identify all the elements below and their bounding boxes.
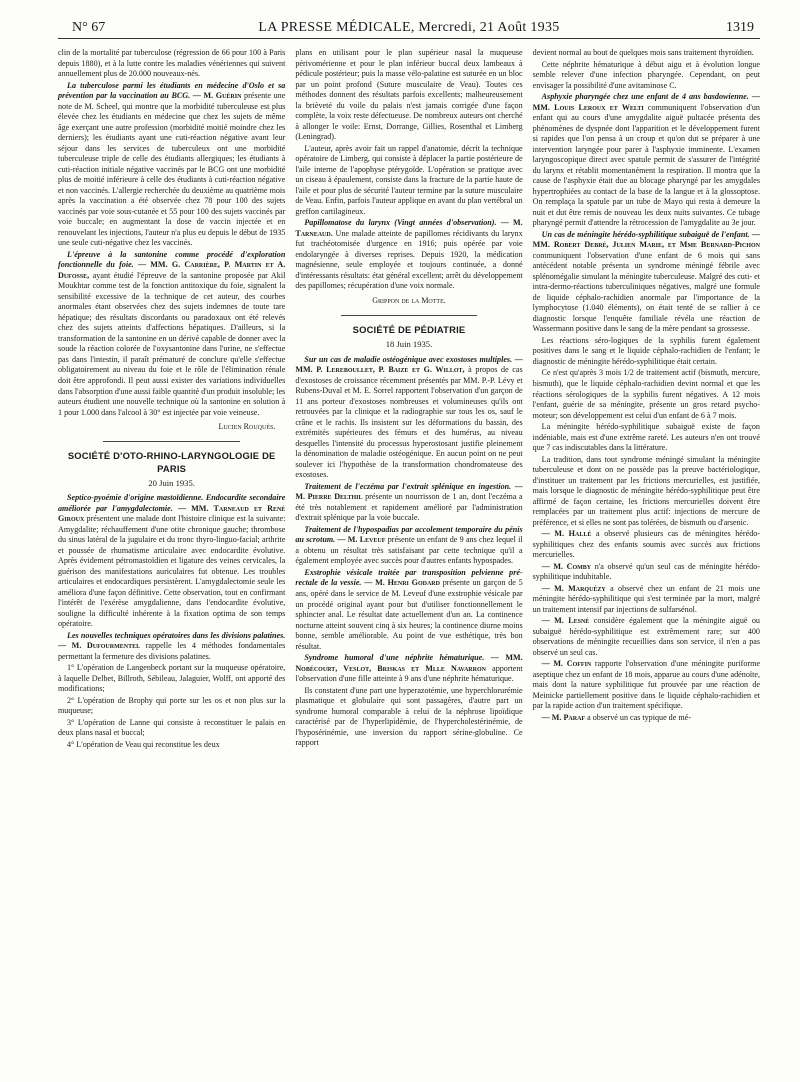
discussion bbox=[533, 616, 760, 658]
article-title: La tuberculose parmi les étudiants en médecine d'Oslo et sa prévention par la vaccination au BCG. bbox=[58, 80, 286, 101]
article-authors: — M. Guérin bbox=[192, 91, 242, 101]
paragraph: Cette néphrite hématurique à début aigu et à évolution longue semble relever d'une infection pharyngée. Cependant, on peut envisager la possibilité d'une avitaminose C. bbox=[532, 59, 760, 90]
article-title: Exstrophie vésicale traitée par transposition pelvienne pré-rectale de la vessie. bbox=[295, 567, 523, 588]
article bbox=[533, 230, 760, 335]
article-authors: — MM. Louis Leroux et Welti bbox=[532, 92, 760, 112]
article bbox=[295, 568, 522, 652]
article-authors: — M. Dufourmentel bbox=[58, 641, 141, 651]
article-authors: — M. Paraf bbox=[541, 712, 586, 722]
issue-number: N° 67 bbox=[72, 20, 106, 35]
list-item: 2° L'opération de Brophy qui porte sur les os et non plus sur la muqueuse; bbox=[58, 695, 286, 716]
discussion bbox=[533, 659, 760, 712]
column-1 bbox=[58, 48, 285, 751]
article-title: Syndrome humoral d'une néphrite hématurique. bbox=[304, 653, 485, 663]
article-text: considère également que la méningite aiguë ou subaiguë hérédo-syphilitique est extrêmement rare; sur 400 observations de méningite recueillies dans son service, il n'en a pas observé un seul cas. bbox=[532, 616, 760, 657]
article bbox=[295, 218, 522, 292]
section-date: 20 Juin 1935. bbox=[148, 477, 195, 488]
article-authors: — MM. P. Lereboullet, P. Baize et G. Willot, bbox=[295, 354, 523, 375]
divider bbox=[341, 315, 477, 316]
paragraph: Ce n'est qu'après 3 mois 1/2 de traitement actif (bismuth, mercure, bismuth), que le liquide céphalo-rachidien devint normal et que les réactions sérologiques de la syphilis furent négatives. A 12 mois l'enfant, guérie de sa méningite, présente un gros retard psycho-moteur; son développement est celui d'un enfant de 6 à 7 mois. bbox=[532, 368, 760, 420]
divider bbox=[103, 441, 239, 442]
article bbox=[58, 81, 285, 249]
paragraph: devient normal au bout de quelques mois sans traitement thyroïdien. bbox=[532, 48, 754, 57]
article bbox=[58, 493, 285, 630]
article-title: Papillomatose du larynx (Vingt années d'observation). bbox=[304, 218, 497, 228]
paragraph: La tradition, dans tout syndrome méningé simulant la méningite tuberculeuse et dont on ne possède pas la preuve bactériologique, d'instituer un traitement par les frictions mercurielles, est justifiée, mais lorsque le diagnostic de méningite hérédo-syphilitique peut être affirmé de façon certaine, les frictions mercurielles doivent être remplacées par un traitement plus actif: injections de mercure de préférence, et si elles ne sont pas tolérées, de bismuth ou d'arsenic. bbox=[532, 454, 760, 527]
article-authors: — M. Tarneaud. bbox=[295, 218, 523, 238]
article-text: a observé un cas typique de mé- bbox=[585, 712, 691, 722]
article-text: communiquent l'observation d'une enfant de 6 mois qui sans antécédent notable présenta un syndrome méningé fébrile avec splénomégalie simulant la méningite tuberculeuse. Malgré des cuti- et intra-dermo-réactions tuberculiniques négatives, malgré une formule de liquide céphalo-rachidien anormale par l'importance de la lymphocytose (1.040 éléments), on était tenté de se rallier à ce diagnostic lorsque l'enquête familiale révéla une réaction de Wassermann positive dans le sang de la mère pendant sa grossesse. bbox=[532, 250, 760, 334]
article-authors: — MM. G. Carrière, P. Martin et A. Dufosse, bbox=[58, 260, 286, 280]
signature: Grippon de la Motte. bbox=[372, 295, 446, 305]
article-text: apportent l'observation d'une fille atteinte à 9 ans d'une néphrite hématurique. bbox=[295, 663, 523, 684]
columns bbox=[58, 48, 760, 751]
article-authors: — M. Hallé bbox=[541, 529, 592, 539]
article-authors: — M. Comby bbox=[541, 561, 592, 571]
article-text: a observé chez un enfant de 21 mois une méningite hérédo-syphilitique qui s'est terminée par la mort, malgré un traitement intensif par injections de sulfarsénol. bbox=[532, 583, 760, 614]
article-title: L'épreuve à la santonine comme procédé d'exploration fonctionnelle du foie. bbox=[58, 249, 286, 270]
article-title: Asphyxie pharyngée chez une enfant de 4 ans basdowienne. bbox=[541, 92, 749, 102]
article-authors: — M. Pierre Delthil bbox=[295, 481, 523, 502]
article-text: à propos de cas d'exostoses de croissance récemment présentés par MM. P.-P. Lévy et Rubens-Duval et M. E. Sorrel rapportent l'observation d'un garçon de 11 ans porteur d'exostoses nombreuses et volumineuses qu'ils ont retrouvées par la clinique et la radiographie sur tous les os, sauf le crâne et le rachis. Ils insistent sur les déformations du bassin, des extrémités supérieures des fémurs et des humérus, au niveau desquelles l'intensité du processus hyperostosant justifie pleinement la dénomination de maladie ostéogénique. En aucun point on ne peut soulever ici l'hypothèse de la transformation chondromateuse des exostoses. bbox=[295, 365, 523, 480]
article-text: présente un enfant de 9 ans chez lequel il a obtenu un résultat très satisfaisant par cette technique qu'il a également employée avec succès pour d'autres enfants hypospades. bbox=[295, 535, 523, 566]
article bbox=[58, 631, 285, 663]
section-date: 18 Juin 1935. bbox=[385, 339, 433, 350]
article-text: présente une note de M. Scheel, qui montre que la morbidité tuberculeuse est plus élevée chez les étudiants en médecine que chez les sujets de même âge exerçant une autre profession (morbidité moitié moindre chez les derniers); les étudiants ayant une cuti-réaction négative avant leur séjour dans les services de tuberculeux ont une morbidité tuberculeuse triple de celle des étudiants allergiques; les étudiants à cuti-réaction initiale négative vaccinés par le BCG ont une morbidité plus de moitié inférieure à celle des étudiants à cuti-réaction négative et non vaccinés. L'allergie recherchée du deuxième au quatrième mois après la vaccination a été observée chez 78 pour 100 des sujets vaccinés par voie sous-cutanée et 55 pour 100 des sujets vaccinés par voie buccale; en augmentant la dose de vaccin injectée et en renouvelant les injections, l'auteur n'a plus eu depuis le début de 1935 une seule cuti-négative chez les vaccinés. bbox=[58, 91, 286, 248]
paragraph: plans en utilisant pour le plan supérieur nasal la muqueuse périvomérienne et pour le plan inférieur buccal deux lambeaux à pédicule postérieur; puis la masse vélo-palatine est suturée en un bloc par un point profond (Suture musculaire de Veau). Toutes ces méthodes donnent des résultats parfois excellents; malheureusement la brièveté du voile du palais n'est jamais corrigée d'une façon complète, la voix reste défectueuse. De nombreux auteurs ont cherché à allonger le voile: Ernst, Dorrange, Gillies, Rosenthal et Limberg (Leningrad). bbox=[295, 48, 523, 142]
paragraph: L'auteur, après avoir fait un rappel d'anatomie, décrit la technique opératoire de Limberg, qui consiste à déplacer la partie postérieure de l'aile interne de l'apophyse ptérygoïde. L'opération se pratique avec un ciseau à épaulement, consiste dans la fracture de la partie haute de l'aile et pour plus de sécurité l'auteur termine par la suture musculaire de Veau. Enfin, parfois l'auteur applique en avant du plan vertébral un greffon cartilagineux. bbox=[295, 143, 523, 216]
article bbox=[295, 355, 522, 481]
article-authors: — M. Leveuf bbox=[337, 535, 386, 545]
article bbox=[295, 525, 522, 567]
discussion bbox=[533, 529, 760, 561]
article-text: n'a observé qu'un seul cas de méningite hérédo-syphilitique indubitable. bbox=[532, 561, 760, 582]
paragraph: Les réactions séro-logiques de la syphilis furent également positives dans le sang et le liquide céphalo-rachidien de l'enfant; le diagnostic de méningite hérédo-syphilitique était certain. bbox=[532, 335, 760, 366]
article-authors: — MM. Nobécourt, Veslot, Briskas et Mlle Navarron bbox=[295, 653, 523, 673]
discussion bbox=[533, 713, 760, 724]
discussion bbox=[533, 562, 760, 583]
signature: Lucien Rouquès. bbox=[218, 422, 276, 432]
discussion bbox=[533, 584, 760, 616]
article-title: Traitement de l'eczéma par l'extrait splénique en ingestion. bbox=[304, 481, 512, 491]
article-text: présente un garçon de 5 ans, opéré dans le service de M. Leveuf d'une exstrophie vésicale par un procédé original ayant pour but d'utiliser fonctionnellement le sphincter anal. Le résultat date actuellement d'un an. La continence nocturne atteint souvent cinq à six heures; la continence diurne moins bonne, semble améliorable. Au point de vue esthétique, très bon résultat. bbox=[295, 578, 523, 651]
article-authors: — M. Coffin bbox=[541, 659, 592, 669]
article-text: a observé plusieurs cas de méningites hérédo-syphilitiques chez des enfants soumis avec succès aux frictions mercurielles. bbox=[532, 529, 760, 560]
page-number: 1319 bbox=[726, 20, 754, 35]
article-authors: — MM. Robert Debré, Julien Marie, et Mme Bernard-Pichon bbox=[532, 229, 760, 250]
list-item: 4° L'opération de Veau qui reconstitue les deux bbox=[67, 739, 220, 749]
article-text: rapporte l'observation d'une méningite puriforme aseptique chez un enfant de 18 mois, apparue au cours d'une adénoïte, mais dont la nature syphilitique fut prouvée par une réaction de Meinicke partiellement positive dans le liquide céphalo-rachidien et par la rapide action d'un traitement spécifique. bbox=[532, 659, 760, 711]
list-item: 1° L'opération de Langenbeck portant sur la muqueuse opératoire, à laquelle Delbet, Billroth, Sébileau, Jalaguier, Wolff, ont apporté des modifications; bbox=[58, 663, 286, 694]
section-heading: SOCIÉTÉ DE PÉDIATRIE bbox=[352, 324, 466, 336]
column-2 bbox=[295, 48, 522, 751]
journal-title: LA PRESSE MÉDICALE, Mercredi, 21 Août 1935 bbox=[258, 20, 560, 35]
article-authors: — M. Lesné bbox=[541, 616, 590, 626]
paragraph: La méningite hérédo-syphilitique subaiguë existe de façon indéniable, mais est d'une extrême rareté. Les auteurs n'en ont trouvé que 7 cas indiscutables dans la littérature. bbox=[532, 422, 760, 453]
article-title: Septico-pyoémie d'origine mastoïdienne. Endocardite secondaire améliorée par l'amygdalectomie. bbox=[58, 493, 286, 513]
article-text: présentent une malade dont l'histoire clinique est la suivante: Amygdalite; réchauffement d'une otite chronique gauche; thrombose du sinus latéral de la jugulaire et du tronc thyro-linguo-facial; arthrite et poussée de rhumatisme articulaire avec endocardite évolutive. Après évidement pétromastoïdien et ligature des veines cervicales, la guérison des manifestations auriculaires fut obtenue. Les troubles articulaires et endocardiques persistèrent. L'amygdalectomie seule les améliora d'une façon définitive. Cette observation, tout en confirmant l'intérêt de l'exérèse amygdalienne, dans l'endocardite évolutive, souligne la difficulté inhérente à la fixation optima de son temps opératoire. bbox=[58, 514, 286, 629]
article-title: Les nouvelles techniques opératoires dans les divisions palatines. bbox=[67, 630, 286, 640]
article-text: présente un nourrisson de 1 an, dont l'eczéma a été très notablement et rapidement amélioré par l'administration d'extrait splénique par la voie buccale. bbox=[295, 492, 523, 523]
section-heading: SOCIÉTÉ D'OTO-RHINO-LARYNGOLOGIE DE PARIS bbox=[67, 450, 276, 474]
article-title: Sur un cas de maladie ostéogénique avec exostoses multiples. bbox=[304, 354, 513, 364]
article bbox=[533, 92, 760, 229]
article bbox=[295, 482, 522, 524]
column-3 bbox=[533, 48, 760, 751]
article-authors: — MM. Tarneaud et René Giroux bbox=[58, 503, 286, 524]
article-text: communiquent l'observation d'un enfant qui au cours d'une amygdalite aiguë pultacée présenta des phénomènes de dyspnée dont l'apparition et le développement furent si rapides que l'on pensa à un croup et qu'on dut se préparer à une intervention laryngée pour parer à l'asphyxie imminente. L'examen laryngoscopique direct avec spatule permit de s'assurer de l'intégrité du larynx et rétablit momentanément la respiration. Il montra que la cause de l'asphyxie était due au blocage pharyngé par les amygdales hypertrophiées au contact de la base de la langue et à la glossoptose. On remplaça la spatule par un tube de Mayo qui resta à demeure la nuit et dut être remis de nouveau les deux nuits suivantes. Ce tubage pharyngé permit d'attendre la rétrocession de l'amygdalite au 3e jour. bbox=[532, 102, 760, 228]
article bbox=[58, 250, 285, 418]
paragraph: Ils constatent d'une part une hyperazotémie, une hyperchlorurémie plasmatique et globulaire qui sont passagères, d'autre part un syndrome humoral comparable à celui de la néphrose lipoïdique caractérisé par de l'hyperlipidémie, de l'hypercholestérinémie, de l'hyposérinémie, une inversion du rapport sérine-globuline. Ce rapport bbox=[295, 685, 523, 748]
article-title: Un cas de méningite hérédo-syphilitique subaiguë de l'enfant. bbox=[541, 229, 750, 239]
running-header bbox=[58, 20, 760, 39]
article-authors: — M. Henri Godard bbox=[364, 578, 440, 588]
article-title: Traitement de l'hypospadias par accolement temporaire du pénis au scrotum. bbox=[295, 524, 523, 545]
article-text: rappelle les 4 méthodes fondamentales permettant la fermeture des divisions palatines. bbox=[58, 641, 286, 661]
article bbox=[295, 653, 522, 685]
list-item: 3° L'opération de Lanne qui consiste à reconstituer le palais en deux plans nasal et buccal; bbox=[58, 717, 286, 738]
article-authors: — M. Marquézy bbox=[541, 583, 606, 593]
paragraph: clin de la mortalité par tuberculose (régression de 66 pour 100 à Paris depuis 1880), et à la lutte contre les maladies vénériennes qui suivent annuellement plus de 20.000 nouveaux-nés. bbox=[58, 48, 286, 79]
article-text: Une malade atteinte de papillomes récidivants du larynx fut trachéotomisée d'urgence en 1916; puis opérée par voie endolaryngée à diverses reprises. Depuis 1920, la médication magnésienne, seule employée et toujours continuée, a donné d'intéressants résultats: état général excellent; arrêt du développement des papillomes; récupération d'une voix normale. bbox=[295, 228, 523, 291]
article-text: ayant étudié l'épreuve de la santonine proposée par Akil Moukhtar comme test de la fonction antitoxique du foie, signalent la sensibilité excessive de la technique de cet auteur, des courbes anormales étant observées chez des sujets indemnes de toute tare hépatique; des résultats discordants ou paradoxaux ont été relevés chez des sujets atteints d'affections hépatiques. D'ailleurs, si la transformation de la santonine en un dérivé capable de donner avec la soude la réaction colorée de l'oxysantonine dans l'urine, ne s'effectue pas dans l'intestin, il paraît prématuré de conclure qu'elle s'effectue obligatoirement au niveau du foie et le rôle de l'élimination rénale doit être approfondi. Il peut aussi exister des variations individuelles dans l'absorption d'une aussi faible quantité d'un produit insoluble; les auteurs étudient une nouvelle technique où la santonine en solution à 1 pour 1.000 dans l'alcool à 30° est injectée par voie veineuse. bbox=[58, 270, 286, 417]
